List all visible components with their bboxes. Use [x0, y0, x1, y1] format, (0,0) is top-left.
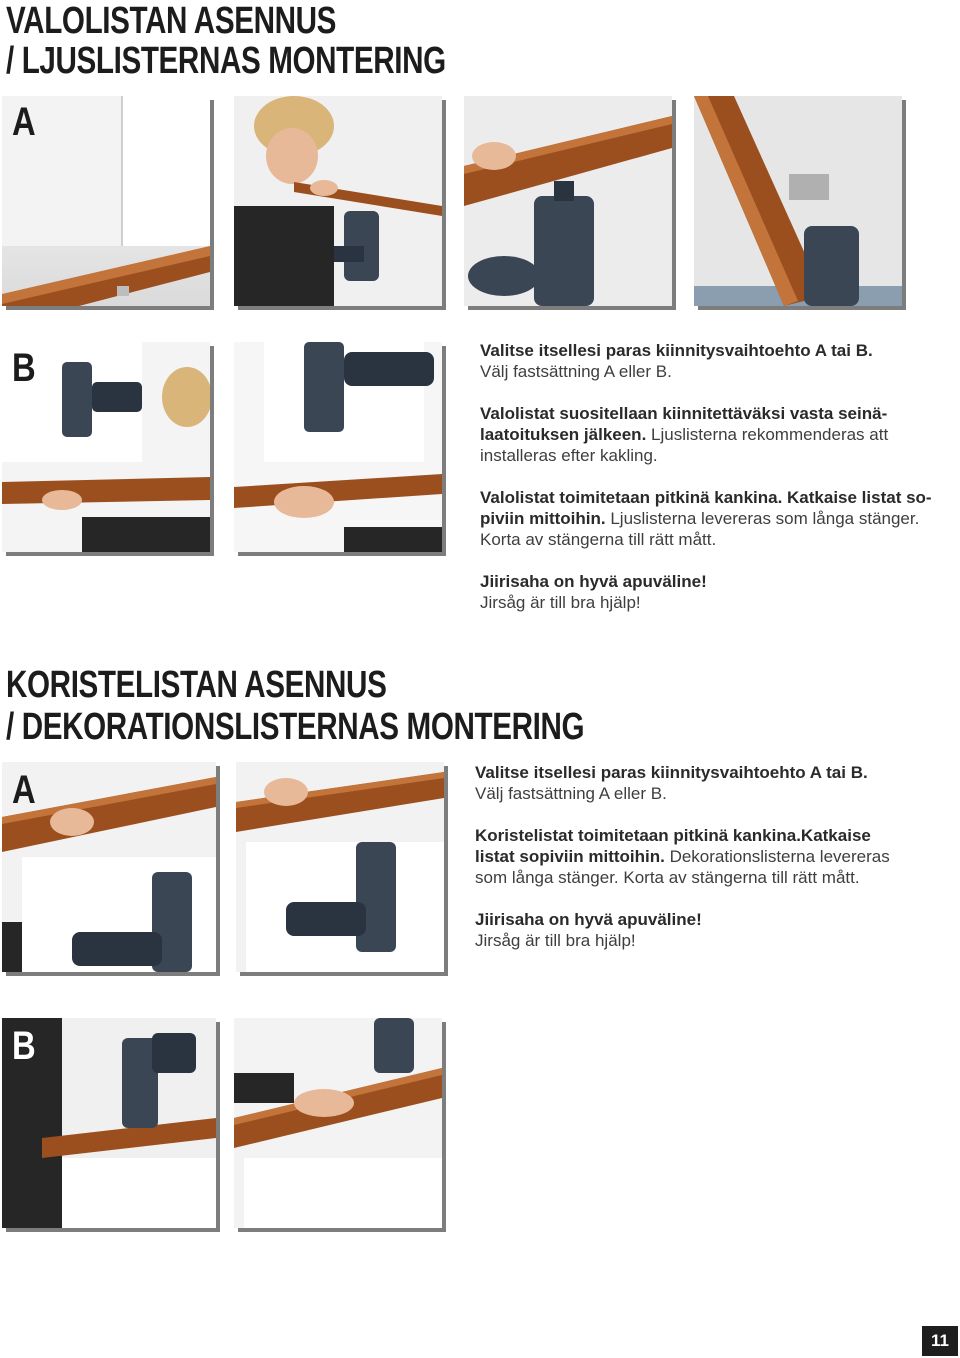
instruction-cut-to-length	[480, 487, 950, 550]
photo-1a-3	[464, 96, 672, 306]
text-fi: piviin mittoihin.	[480, 509, 606, 528]
text-sv: Jirsåg är till bra hjälp!	[475, 931, 636, 950]
text-fi: Valitse itsellesi paras kiinnitysvaihtoehto A tai B.	[480, 341, 873, 360]
cabinet-drill-under-illustration	[234, 342, 442, 552]
cabinet-drill-illustration	[234, 96, 442, 306]
text-fi: Valolistat toimitetaan pitkinä kankina. Katkaise listat so-	[480, 488, 932, 507]
step-label-2a: A	[12, 768, 36, 812]
text-sv: Korta av stängerna till rätt mått.	[480, 530, 717, 549]
photo-1a-4	[694, 96, 902, 306]
photo-2a-2	[236, 762, 444, 972]
instruction-miter-saw	[475, 909, 950, 951]
text-fi: Jiirisaha on hyvä apuväline!	[475, 910, 702, 929]
text-sv: som långa stänger. Korta av stängerna till rätt mått.	[475, 868, 860, 887]
section1-instructions	[480, 340, 950, 634]
step-label-2b: B	[12, 1024, 36, 1068]
page-number: 11	[922, 1326, 958, 1356]
section2-instructions	[475, 762, 950, 972]
photo-2b-1	[2, 1018, 216, 1228]
photo-1b-1	[2, 342, 210, 552]
section2-title-line1: KORISTELISTAN ASENNUS	[6, 664, 387, 706]
step-label-1b: B	[12, 346, 36, 390]
cornice-hand-illustration	[234, 1018, 442, 1228]
text-sv: Jirsåg är till bra hjälp!	[480, 593, 641, 612]
text-fi: Jiirisaha on hyvä apuväline!	[480, 572, 707, 591]
text-fi: Koristelistat toimitetaan pitkinä kankina.Katkaise	[475, 826, 871, 845]
text-fi: laatoituksen jälkeen.	[480, 425, 647, 444]
photo-2a-1	[2, 762, 216, 972]
photo-1a-2	[234, 96, 442, 306]
text-sv: installeras efter kakling.	[480, 446, 658, 465]
text-sv: Välj fastsättning A eller B.	[475, 784, 667, 803]
text-fi: Valitse itsellesi paras kiinnitysvaihtoehto A tai B.	[475, 763, 868, 782]
instruction-choose	[475, 762, 950, 804]
cornice-drill-illustration-2	[236, 762, 444, 972]
instruction-miter-saw	[480, 571, 950, 613]
section1-title-line1: VALOLISTAN ASENNUS	[6, 0, 337, 42]
bracket-closeup-illustration	[694, 96, 902, 306]
photo-2b-2	[234, 1018, 442, 1228]
photo-1a-1	[2, 96, 210, 306]
instruction-choose	[480, 340, 950, 382]
text-sv: Dekorationslisterna levereras	[664, 847, 890, 866]
photo-1b-2	[234, 342, 442, 552]
section1-title-line2: / LJUSLISTERNAS MONTERING	[6, 40, 446, 82]
text-sv: Ljuslisterna levereras som långa stänger.	[605, 509, 920, 528]
text-fi: Valolistat suositellaan kiinnitettäväksi vasta seinä-	[480, 404, 888, 423]
text-sv: Ljuslisterna rekommenderas att	[646, 425, 889, 444]
text-sv: Välj fastsättning A eller B.	[480, 362, 672, 381]
instruction-after-tiling	[480, 403, 950, 466]
drill-closeup-illustration	[464, 96, 672, 306]
section2-title-line2: / DEKORATIONSLISTERNAS MONTERING	[6, 706, 585, 748]
instruction-cut-to-length	[475, 825, 950, 888]
text-fi: listat sopiviin mittoihin.	[475, 847, 665, 866]
step-label-1a: A	[12, 100, 36, 144]
